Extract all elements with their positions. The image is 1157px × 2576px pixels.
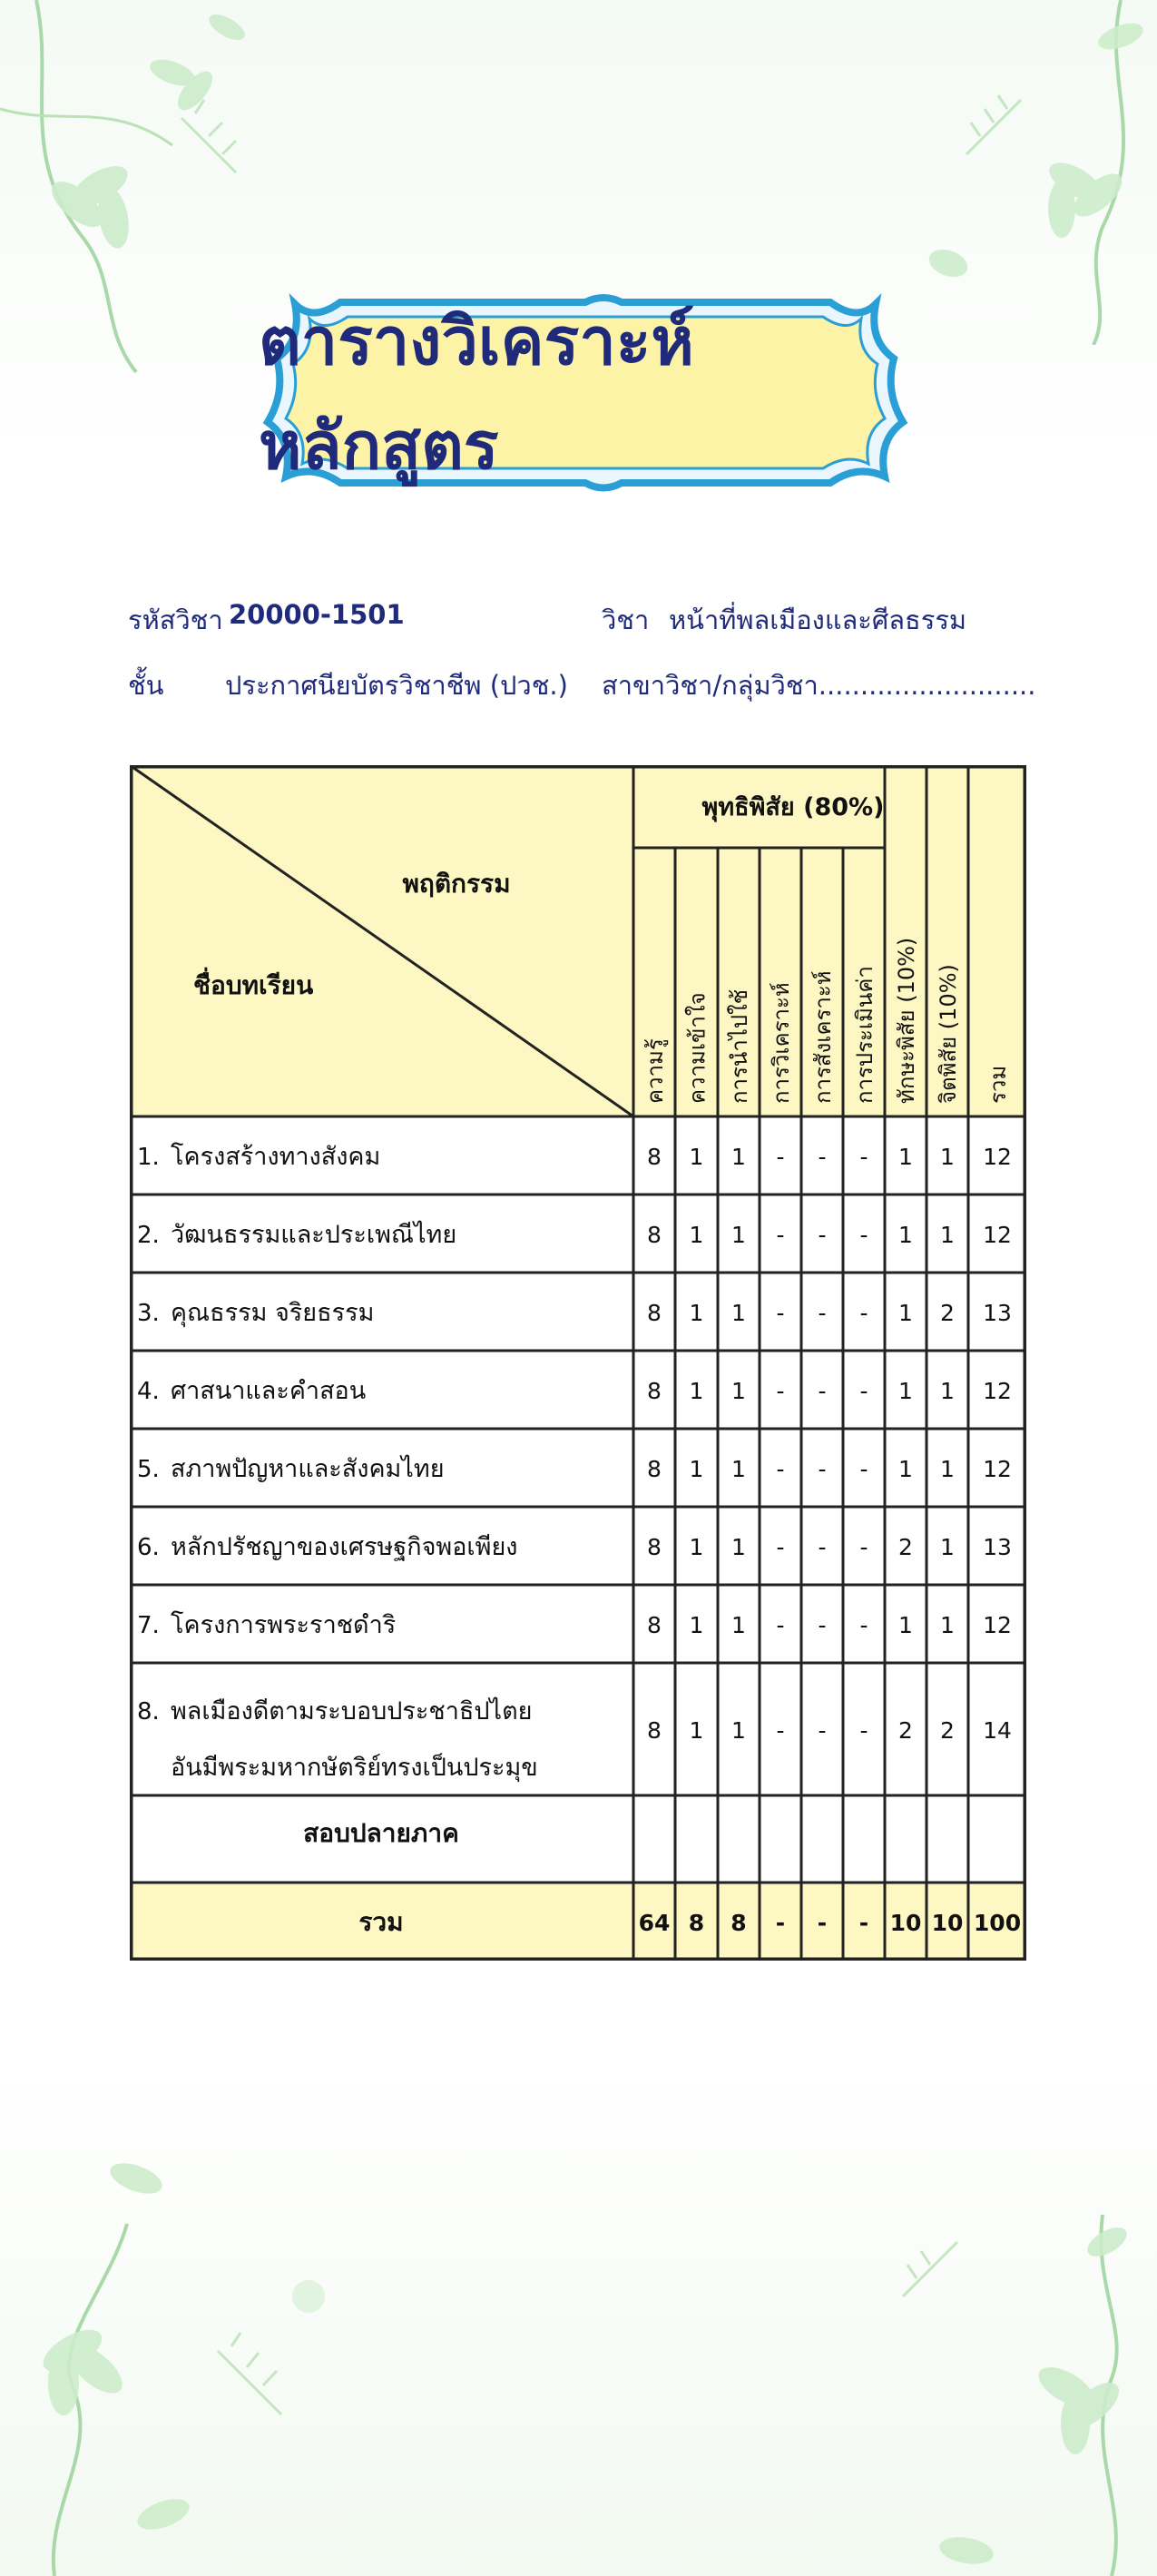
table-cell: - <box>818 1378 827 1404</box>
total-cell: 64 <box>638 1910 671 1936</box>
table-cell: 12 <box>983 1222 1012 1248</box>
table-cell: 8 <box>647 1534 662 1560</box>
table-cell: 1 <box>898 1456 913 1482</box>
branch-label: สาขาวิชา/กลุ่มวิชา.......................... <box>602 670 1036 701</box>
total-cell: 10 <box>931 1910 964 1936</box>
lesson-number: 6. <box>137 1534 160 1561</box>
level-label: ชั้น <box>128 670 164 701</box>
table-cell: 2 <box>898 1717 913 1744</box>
table-cell: - <box>818 1612 827 1638</box>
table-cell: 8 <box>647 1144 662 1170</box>
table-cell: - <box>859 1534 868 1560</box>
lesson-name: วัฒนธรรมและประเพณีไทย <box>171 1221 457 1249</box>
column-header-0: ความรู้ <box>642 1038 668 1104</box>
table-cell: - <box>859 1378 868 1404</box>
lesson-number: 5. <box>137 1456 160 1483</box>
lesson-name: อันมีพระมหากษัตริย์ทรงเป็นประมุข <box>171 1754 538 1782</box>
table-cell: 8 <box>647 1222 662 1248</box>
exam-row-label: สอบปลายภาค <box>303 1818 459 1848</box>
lesson-number: 3. <box>137 1300 160 1327</box>
total-cell: 100 <box>973 1910 1022 1936</box>
table-cell: - <box>859 1300 868 1326</box>
table-cell: - <box>818 1717 827 1744</box>
table-cell: - <box>818 1534 827 1560</box>
column-header-3: การวิเคราะห์ <box>769 982 794 1104</box>
table-cell: - <box>776 1300 785 1326</box>
table-cell: 1 <box>731 1717 746 1744</box>
column-header-4: การสังเคราะห์ <box>810 970 836 1104</box>
table-cell: 1 <box>731 1534 746 1560</box>
table-cell: 12 <box>983 1144 1012 1170</box>
total-cell: 8 <box>730 1910 747 1936</box>
column-header-6: ทักษะพิสัย (10%) <box>894 937 919 1104</box>
table-cell: - <box>776 1717 785 1744</box>
lesson-name: พลเมืองดีตามระบอบประชาธิปไตย <box>171 1697 533 1726</box>
lesson-name: โครงการพระราชดำริ <box>171 1611 397 1639</box>
table-cell: 1 <box>689 1144 704 1170</box>
subject-label: วิชา <box>602 605 650 635</box>
table-cell: 8 <box>647 1300 662 1326</box>
corner-behavior-label: พฤติกรรม <box>402 869 511 899</box>
table-cell: 8 <box>647 1456 662 1482</box>
table-cell: - <box>776 1378 785 1404</box>
table-cell: 1 <box>898 1222 913 1248</box>
table-cell: 1 <box>689 1612 704 1638</box>
table-cell: 1 <box>940 1378 955 1404</box>
table-cell: 13 <box>983 1534 1012 1560</box>
table-cell: 1 <box>898 1612 913 1638</box>
lesson-name: โครงสร้างทางสังคม <box>171 1143 381 1171</box>
title-banner <box>259 286 912 499</box>
column-header-7: จิตพิสัย (10%) <box>936 964 961 1104</box>
table-cell: 12 <box>983 1378 1012 1404</box>
table-cell: 1 <box>731 1456 746 1482</box>
table-cell: - <box>776 1612 785 1638</box>
table-cell: 2 <box>898 1534 913 1560</box>
column-header-2: การนำไปใช้ <box>727 988 752 1104</box>
table-cell: 1 <box>940 1612 955 1638</box>
table-cell: - <box>859 1222 868 1248</box>
table-cell: 1 <box>940 1456 955 1482</box>
curriculum-analysis-table <box>130 765 1026 1961</box>
table-cell: - <box>859 1144 868 1170</box>
lesson-number: 1. <box>137 1144 160 1171</box>
total-cell: 10 <box>889 1910 922 1936</box>
table-cell: 1 <box>689 1300 704 1326</box>
table-cell: 1 <box>940 1222 955 1248</box>
table-cell: - <box>818 1300 827 1326</box>
level-value: ประกาศนียบัตรวิชาชีพ (ปวช.) <box>225 670 568 701</box>
table-rows <box>137 1143 1012 1783</box>
floral-decoration-bottom-right <box>885 2160 1157 2576</box>
table-cell: 13 <box>983 1300 1012 1326</box>
subject-value: หน้าที่พลเมืองและศีลธรรม <box>669 605 967 635</box>
table-cell: - <box>859 1612 868 1638</box>
table-cell: 1 <box>689 1222 704 1248</box>
table-cell: 1 <box>898 1300 913 1326</box>
table-cell: 8 <box>647 1612 662 1638</box>
table-cell: 1 <box>731 1144 746 1170</box>
table-cell: 8 <box>647 1378 662 1404</box>
table-cell: - <box>818 1456 827 1482</box>
table-cell: 2 <box>940 1717 955 1744</box>
total-cell: 8 <box>688 1910 705 1936</box>
table-cell: 1 <box>689 1378 704 1404</box>
lesson-number: 8. <box>137 1698 160 1726</box>
lesson-name: คุณธรรม จริยธรรม <box>171 1299 375 1327</box>
table-cell: 1 <box>689 1717 704 1744</box>
table-cell: 1 <box>940 1144 955 1170</box>
table-cell: 1 <box>731 1378 746 1404</box>
lesson-name: ศาสนาและคำสอน <box>171 1377 367 1405</box>
table-cell: 2 <box>940 1300 955 1326</box>
table-cell: 1 <box>731 1612 746 1638</box>
floral-decoration-bottom-left <box>0 2115 345 2576</box>
lesson-name: สภาพปัญหาและสังคมไทย <box>171 1455 445 1483</box>
table-cell: 8 <box>647 1717 662 1744</box>
table-cell: - <box>818 1222 827 1248</box>
total-cell: - <box>775 1910 786 1936</box>
table-grid <box>130 765 1026 1961</box>
floral-decoration-top-right <box>894 0 1157 345</box>
table-header-background <box>130 765 1026 1116</box>
course-code-value: 20000-1501 <box>229 599 405 630</box>
course-code-label: รหัสวิชา <box>128 605 223 635</box>
table-cell: - <box>859 1456 868 1482</box>
table-cell: 1 <box>689 1534 704 1560</box>
column-header-5: การประเมินค่า <box>852 966 878 1104</box>
table-cell: - <box>776 1534 785 1560</box>
table-cell: - <box>776 1456 785 1482</box>
table-cell: 1 <box>940 1534 955 1560</box>
lesson-number: 2. <box>137 1222 160 1249</box>
lesson-name: หลักปรัชญาของเศรษฐกิจพอเพียง <box>171 1533 518 1561</box>
table-cell: 12 <box>983 1456 1012 1482</box>
column-header-1: ความเข้าใจ <box>684 992 711 1104</box>
total-row-label: รวม <box>358 1907 404 1937</box>
table-cell: 14 <box>983 1717 1012 1744</box>
table-cell: 12 <box>983 1612 1012 1638</box>
lesson-number: 7. <box>137 1612 160 1639</box>
total-cell: - <box>858 1910 869 1936</box>
table-cell: - <box>818 1144 827 1170</box>
table-cell: - <box>859 1717 868 1744</box>
cognitive-group-header: พุทธิพิสัย (80%) <box>701 793 885 821</box>
table-cell: 1 <box>689 1456 704 1482</box>
table-cell: - <box>776 1144 785 1170</box>
corner-lesson-label: ชื่อบทเรียน <box>193 970 314 1000</box>
table-cell: 1 <box>898 1378 913 1404</box>
table-cell: 1 <box>731 1300 746 1326</box>
lesson-number: 4. <box>137 1378 160 1405</box>
column-header-8: รวม <box>985 1065 1011 1104</box>
table-cell: 1 <box>731 1222 746 1248</box>
table-cell: 1 <box>898 1144 913 1170</box>
floral-decoration-top-left <box>0 0 290 381</box>
table-cell: - <box>776 1222 785 1248</box>
page-title: ตารางวิเคราะห์หลักสูตร <box>259 302 694 484</box>
total-cell: - <box>817 1910 828 1936</box>
